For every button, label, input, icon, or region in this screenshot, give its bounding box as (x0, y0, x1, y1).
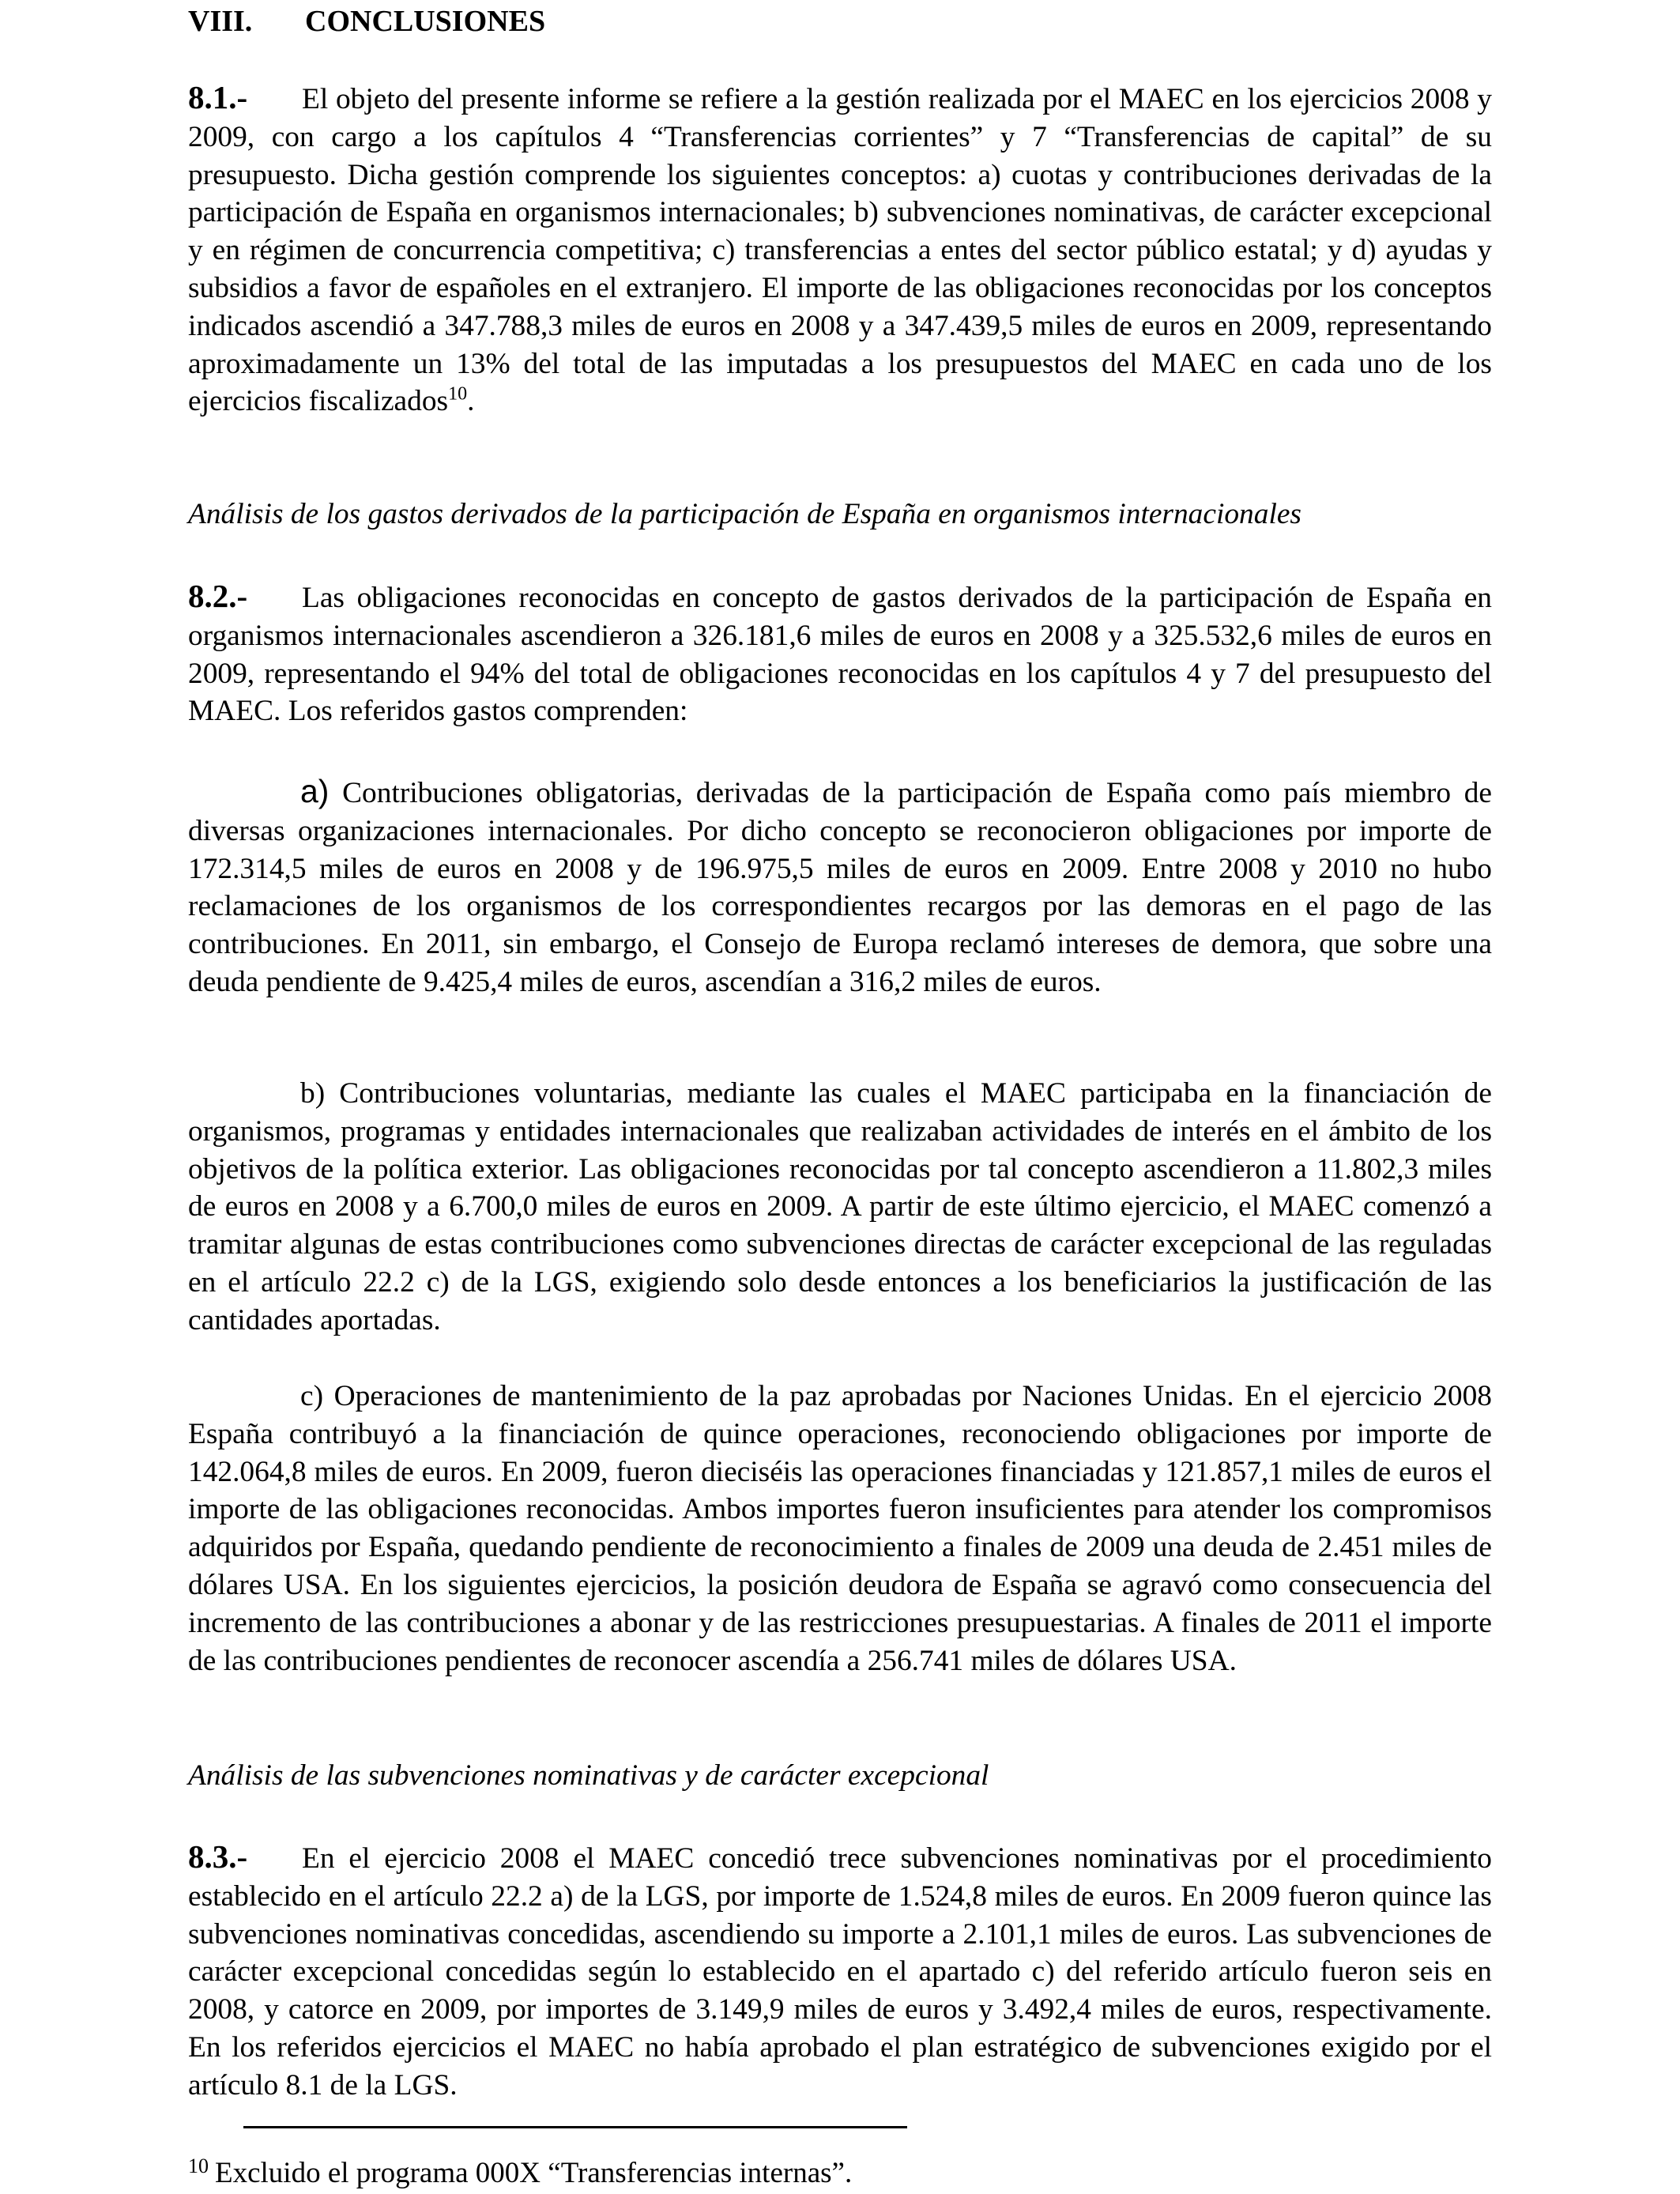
list-item-a (188, 773, 1492, 1001)
footnote-separator (243, 2126, 907, 2128)
paragraph-8-2 (188, 578, 1492, 730)
paragraph-8-1 (188, 79, 1492, 420)
list-item-c (188, 1378, 1492, 1679)
section-title: CONCLUSIONES (305, 5, 546, 38)
paragraph-number: 8.2.- (188, 578, 248, 614)
list-item-b (188, 1075, 1492, 1340)
list-letter: a) (300, 773, 330, 809)
footnote-text: Excluido el programa 000X “Transferencias internas”. (215, 2157, 853, 2189)
list-item-text: c) Operaciones de mantenimiento de la paz aprobadas por Naciones Unidas. En el ejercicio 2008 España contribuyó a la financiación de quince operaciones, reconociendo obligaciones por importe de 142.064,8 miles de euros. En 2009, fueron dieciséis las operaciones financiadas y 121.857,1 miles de euros el importe de las obligaciones reconocidas. Ambos importes fueron insuficientes para atender los compromisos adquiridos por España, quedando pendiente de reconocimiento a finales de 2009 una deuda de 2.451 miles de dólares USA. En los siguientes ejercicios, la posición deudora de España se agravó como consecuencia del incremento de las contribuciones a abonar y de las restricciones presupuestarias. A finales de 2011 el importe de las contribuciones pendientes de reconocer ascendía a 256.741 miles de dólares USA. (188, 1380, 1492, 1677)
subtitle-subvenciones: Análisis de las subvenciones nominativas y de carácter excepcional (188, 1759, 989, 1792)
section-number: VIII. (188, 5, 253, 38)
paragraph-text: Las obligaciones reconocidas en concepto de gastos derivados de la participación de España en organismos internacionales ascendieron a 326.181,6 miles de euros en 2008 y a 325.532,6 miles de euros en 2009, representando el 94% del total de obligaciones reconocidas en los capítulos 4 y 7 del presupuesto del MAEC. Los referidos gastos comprenden: (188, 582, 1492, 728)
footnote (188, 2155, 852, 2192)
paragraph-tail: . (467, 385, 475, 418)
list-item-text: b) Contribuciones voluntarias, mediante las cuales el MAEC participaba en la financiación de organismos, programas y entidades internacionales que realizaban actividades de interés en el ámbito de los objetivos de la política exterior. Las obligaciones reconocidas por tal concepto ascendieron a 11.802,3 miles de euros en 2008 y a 6.700,0 miles de euros en 2009. A partir de este último ejercicio, el MAEC comenzó a tramitar algunas de estas contribuciones como subvenciones directas de carácter excepcional de las reguladas en el artículo 22.2 c) de la LGS, exigiendo solo desde entonces a los beneficiarios la justificación de las cantidades aportadas. (188, 1077, 1492, 1336)
subtitle-organismos-internacionales: Análisis de los gastos derivados de la participación de España en organismos internacionales (188, 498, 1301, 530)
list-item-text: Contribuciones obligatorias, derivadas de la participación de España como país miembro de diversas organizaciones internacionales. Por dicho concepto se reconocieron obligaciones por importe de 172.314,5 miles de euros en 2008 y de 196.975,5 miles de euros en 2009. Entre 2008 y 2010 no hubo reclamaciones de los organismos de los correspondientes recargos por las demoras en el pago de las contribuciones. En 2011, sin embargo, el Consejo de Europa reclamó intereses de demora, que sobre una deuda pendiente de 9.425,4 miles de euros, ascendían a 316,2 miles de euros. (188, 777, 1492, 998)
paragraph-number: 8.1.- (188, 79, 248, 115)
paragraph-8-3 (188, 1838, 1492, 2105)
footnote-reference[interactable]: 10 (448, 383, 468, 405)
paragraph-text: En el ejercicio 2008 el MAEC concedió trece subvenciones nominativas por el procedimiento establecido en el artículo 22.2 a) de la LGS, por importe de 1.524,8 miles de euros. En 2009 fueron quince las subvenciones nominativas concedidas, ascendiendo su importe a 2.101,1 miles de euros. Las subvenciones de carácter excepcional concedidas según lo establecido en el apartado c) del referido artículo fueron seis en 2008, y catorce en 2009, por importes de 3.149,9 miles de euros y 3.492,4 miles de euros, respectivamente. En los referidos ejercicios el MAEC no había aprobado el plan estratégico de subvenciones exigido por el artículo 8.1 de la LGS. (188, 1842, 1492, 2102)
section-heading (188, 2, 545, 41)
paragraph-number: 8.3.- (188, 1838, 248, 1875)
paragraph-text: El objeto del presente informe se refiere a la gestión realizada por el MAEC en los ejercicios 2008 y 2009, con cargo a los capítulos 4 “Transferencias corrientes” y 7 “Transferencias de capital” de su presupuesto. Dicha gestión comprende los siguientes conceptos: a) cuotas y contribuciones derivadas de la participación de España en organismos internacionales; b) subvenciones nominativas, de carácter excepcional y en régimen de concurrencia competitiva; c) transferencias a entes del sector público estatal; y d) ayudas y subsidios a favor de españoles en el extranjero. El importe de las obligaciones reconocidas por los conceptos indicados ascendió a 347.788,3 miles de euros en 2008 y a 347.439,5 miles de euros en 2009, representando aproximadamente un 13% del total de las imputadas a los presupuestos del MAEC en cada uno de los ejercicios fiscalizados (188, 83, 1492, 418)
footnote-number: 10 (188, 2154, 209, 2177)
